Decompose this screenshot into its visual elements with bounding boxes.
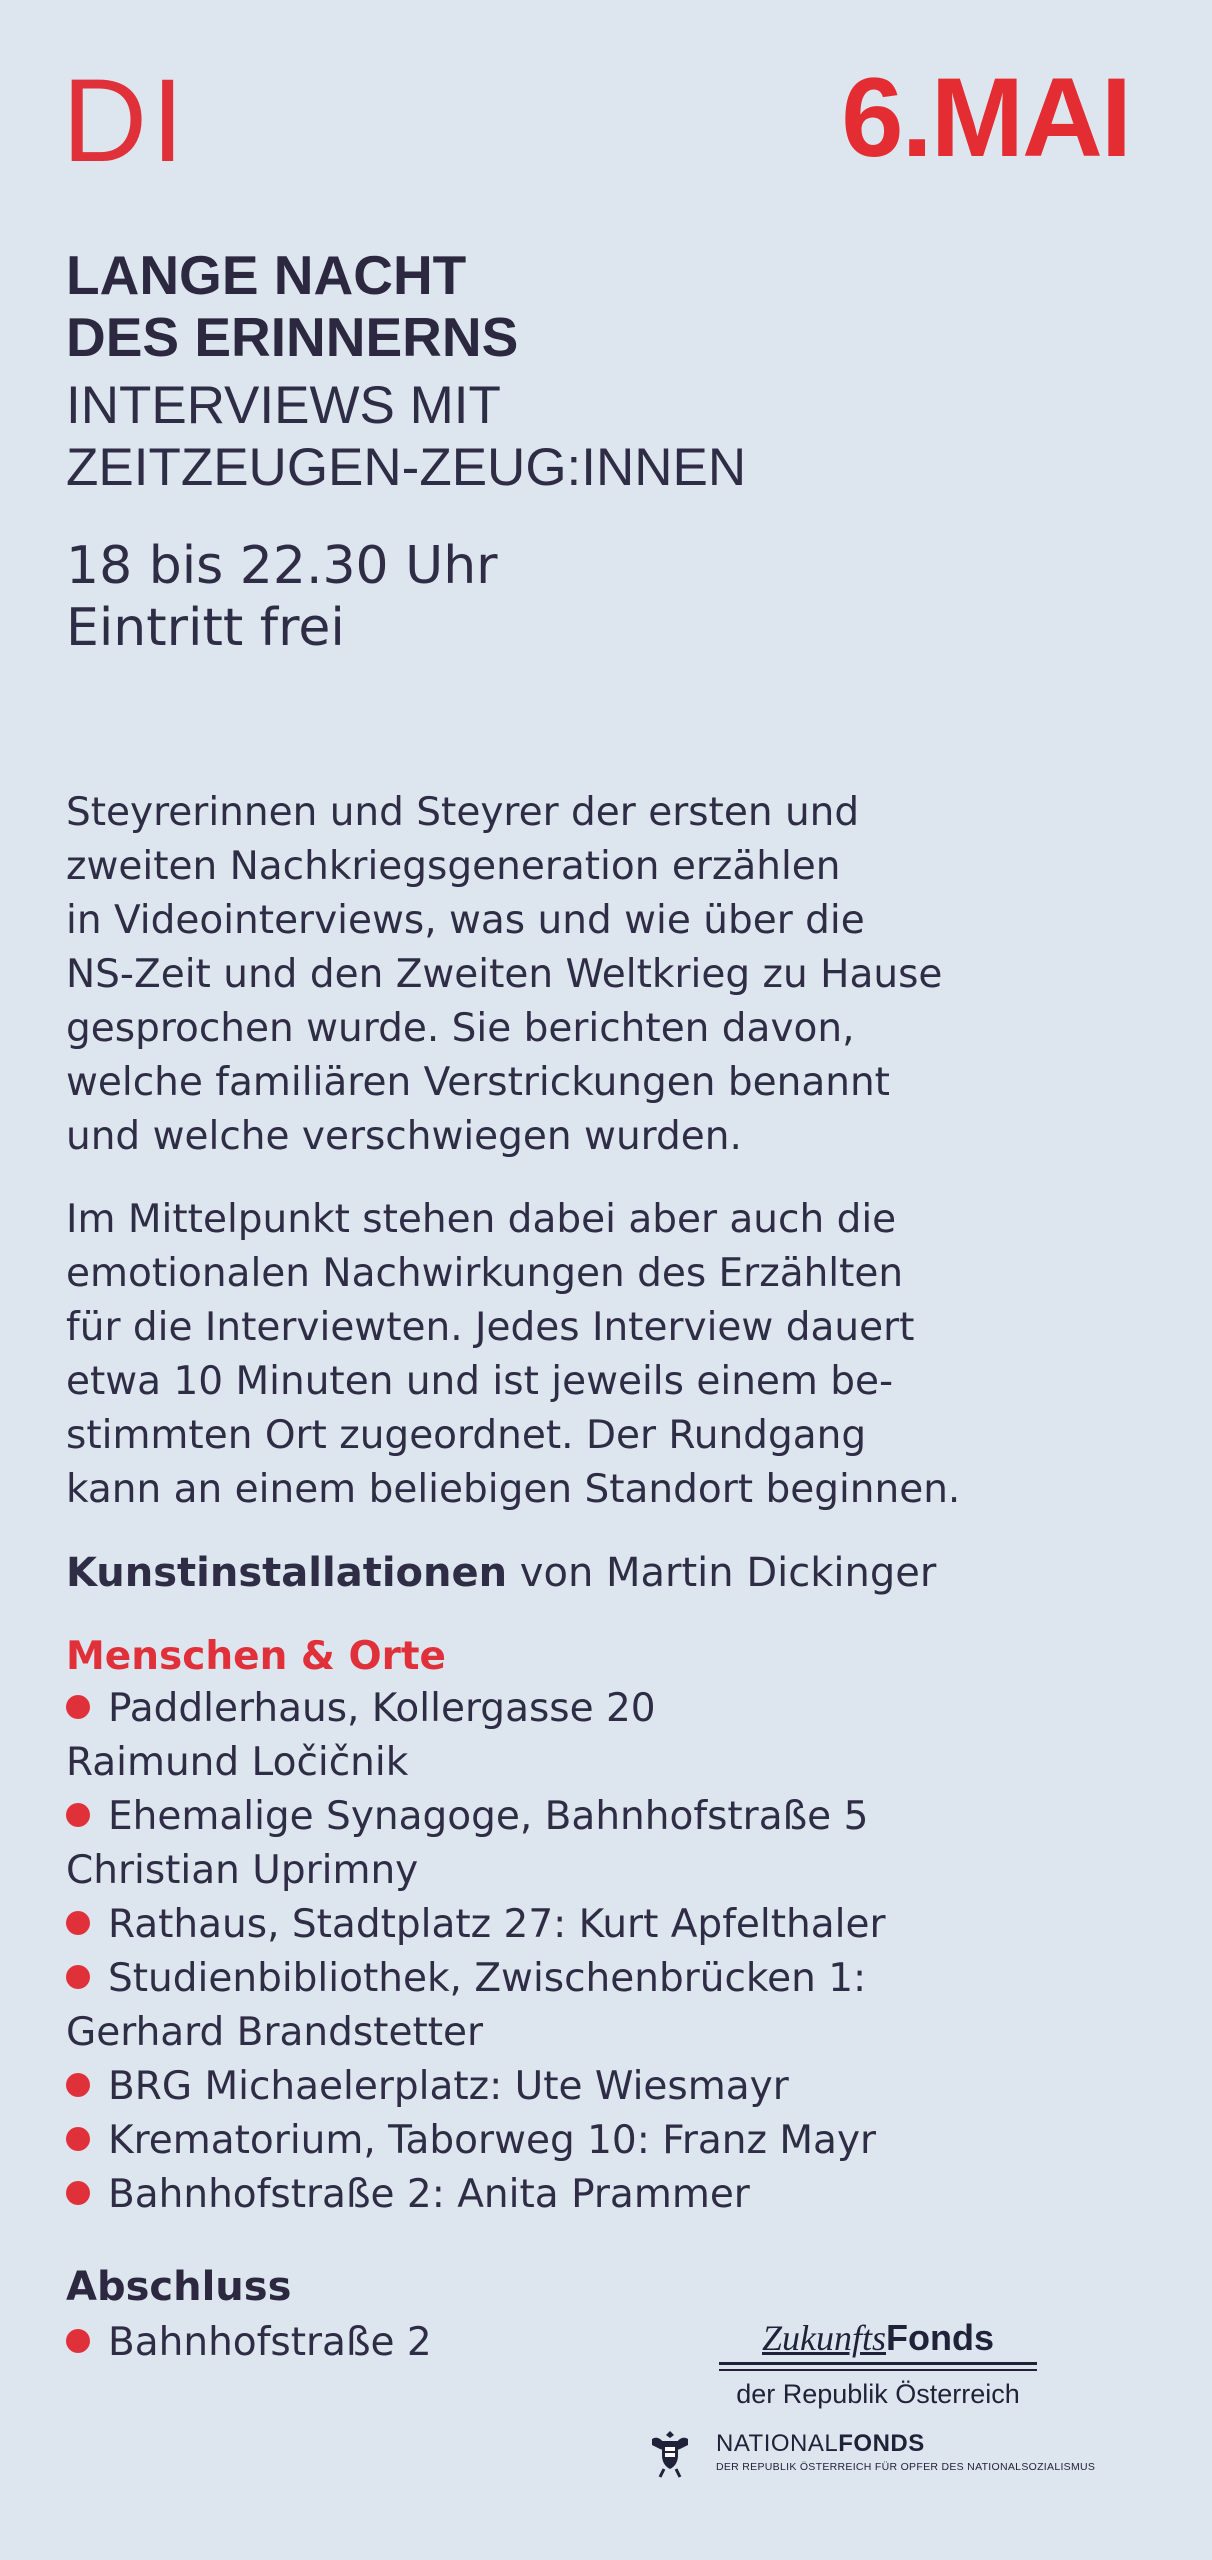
logo-rule [719, 2362, 1037, 2365]
zukunftsfonds-subline: der Republik Österreich [736, 2379, 1020, 2409]
event-title-line: LANGE NACHT [66, 244, 467, 306]
weekday-label: DI [62, 55, 188, 187]
bullet-icon [66, 2073, 90, 2097]
location-row [66, 1682, 886, 1736]
location-row [66, 2060, 886, 2114]
text-line: Steyrerinnen und Steyrer der ersten und [66, 790, 860, 835]
location-text: Christian Uprimny [66, 1848, 419, 1893]
text-line: und welche verschwiegen wurden. [66, 1114, 742, 1159]
text-line: für die Interviewten. Jedes Interview dauert [66, 1305, 915, 1350]
event-title-line: DES ERINNERNS [66, 306, 519, 368]
closing-location-text: Bahnhofstraße 2 [108, 2320, 432, 2365]
text-line: in Videointerviews, was und wie über die [66, 898, 865, 943]
text-line: zweiten Nachkriegsgeneration erzählen [66, 844, 841, 889]
location-text: Bahnhofstraße 2: Anita Prammer [108, 2172, 750, 2217]
location-text: BRG Michaelerplatz: Ute Wiesmayr [108, 2064, 789, 2109]
nationalfonds-logo [646, 2425, 1166, 2485]
closing-location [66, 2316, 432, 2370]
event-time: 18 bis 22.30 Uhr [66, 536, 498, 596]
nationalfonds-bold: FONDS [838, 2430, 925, 2457]
location-person [66, 1844, 886, 1898]
location-text: Gerhard Brandstetter [66, 2010, 484, 2055]
nationalfonds-light: NATIONAL [716, 2430, 839, 2457]
zukunftsfonds-italic: Zukunfts [762, 2318, 887, 2358]
austrian-eagle-icon [646, 2427, 694, 2479]
zukunftsfonds-logo [713, 2318, 1043, 2411]
location-row [66, 2168, 886, 2222]
bullet-icon [66, 1965, 90, 1989]
text-line: gesprochen wurde. Sie berichten davon, [66, 1006, 855, 1051]
text-line: kann an einem beliebigen Standort beginnen. [66, 1467, 961, 1512]
location-text: Studienbibliothek, Zwischenbrücken 1: [108, 1956, 867, 2001]
text-line: etwa 10 Minuten und ist jeweils einem be- [66, 1359, 894, 1404]
location-text: Rathaus, Stadtplatz 27: Kurt Apfelthaler [108, 1902, 886, 1947]
bullet-icon [66, 2329, 90, 2353]
location-text: Raimund Ločičnik [66, 1740, 409, 1785]
location-row [66, 1790, 886, 1844]
bullet-icon [66, 2127, 90, 2151]
location-row [66, 2114, 886, 2168]
art-installation-credit [66, 1546, 936, 1600]
location-row [66, 1898, 886, 1952]
text-line: stimmten Ort zugeordnet. Der Rundgang [66, 1413, 867, 1458]
event-subtitle [66, 375, 746, 499]
text-line: Im Mittelpunkt stehen dabei aber auch die [66, 1197, 897, 1242]
zukunftsfonds-wordmark [713, 2318, 1043, 2358]
location-list [66, 1682, 886, 2222]
bullet-icon [66, 1911, 90, 1935]
event-admission: Eintritt frei [66, 598, 345, 658]
event-subtitle-line: ZEITZEUGEN-ZEUG:INNEN [66, 438, 747, 497]
nationalfonds-tagline: DER REPUBLIK ÖSTERREICH FÜR OPFER DES NATIONALSOZIALISMUS [716, 2461, 1096, 2473]
event-title [66, 244, 518, 368]
credit-rest: von Martin Dickinger [507, 1550, 937, 1596]
bullet-icon [66, 1695, 90, 1719]
logo-rule [719, 2369, 1037, 2371]
text-line: welche familiären Verstrickungen benannt [66, 1060, 890, 1105]
location-row [66, 1952, 886, 2006]
event-date: 6.MAI [841, 55, 1130, 180]
bullet-icon [66, 1803, 90, 1827]
text-line: emotionalen Nachwirkungen des Erzählten [66, 1251, 904, 1296]
location-person [66, 1736, 886, 1790]
locations-heading: Menschen & Orte [66, 1634, 446, 1679]
event-subtitle-line: INTERVIEWS MIT [66, 376, 501, 435]
location-text: Ehemalige Synagoge, Bahnhofstraße 5 [108, 1794, 869, 1839]
event-time-info [66, 535, 498, 659]
location-text: Krematorium, Taborweg 10: Franz Mayr [108, 2118, 877, 2163]
location-person [66, 2006, 886, 2060]
description-paragraph-2 [66, 1193, 1146, 1517]
credit-bold: Kunstinstallationen [66, 1550, 508, 1596]
text-line: NS-Zeit und den Zweiten Weltkrieg zu Hause [66, 952, 943, 997]
description-paragraph-1 [66, 786, 1146, 1164]
zukunftsfonds-bold: Fonds [886, 2317, 994, 2358]
nationalfonds-wordmark [716, 2431, 925, 2457]
bullet-icon [66, 2181, 90, 2205]
closing-heading: Abschluss [66, 2264, 292, 2310]
location-text: Paddlerhaus, Kollergasse 20 [108, 1686, 656, 1731]
